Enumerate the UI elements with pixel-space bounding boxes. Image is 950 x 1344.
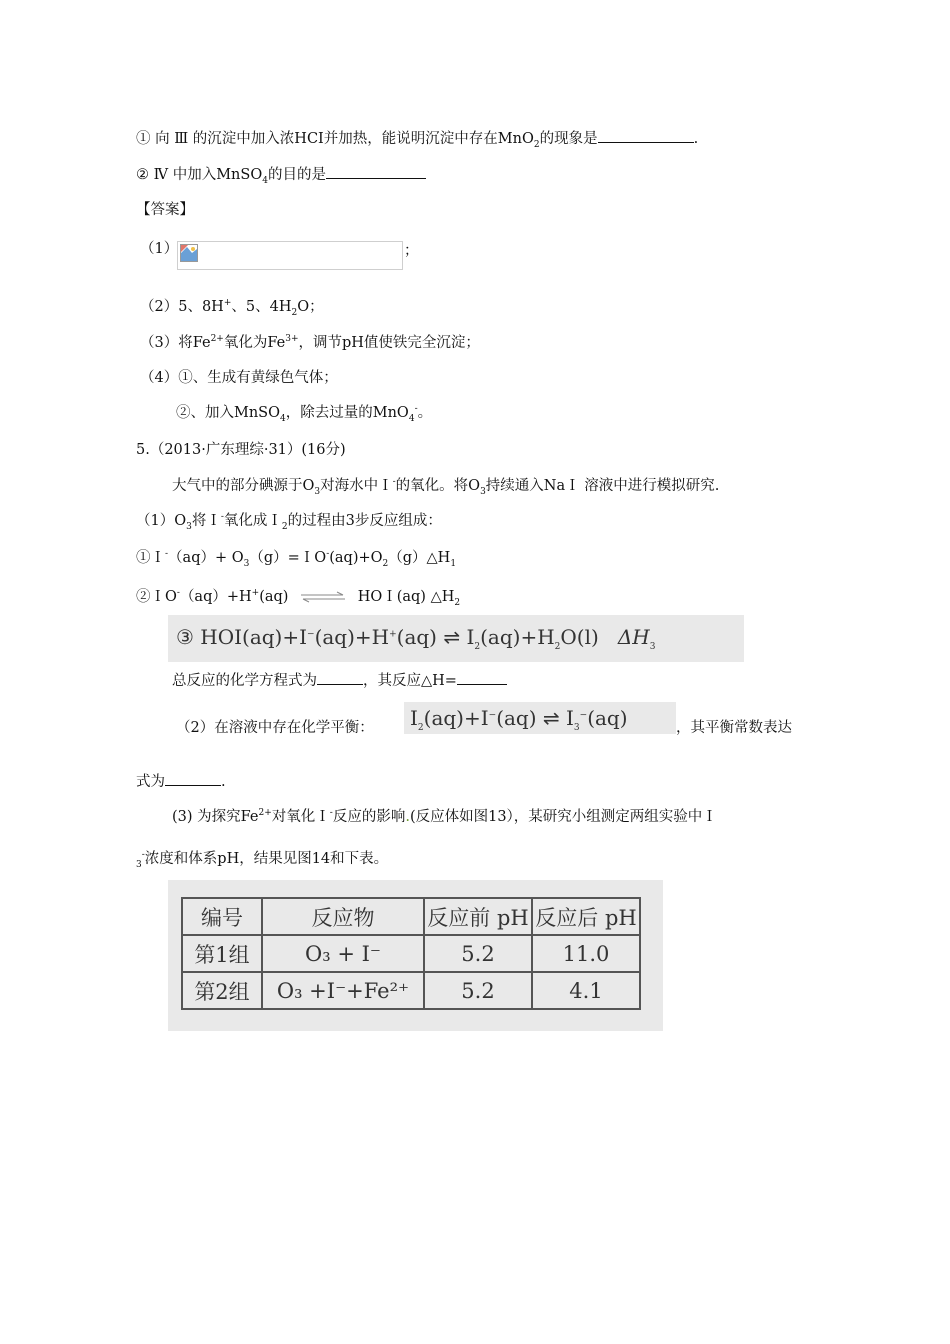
problem-5-part2: （2）在溶液中存在化学平衡： [176,720,374,736]
table-cell: O₃ + I⁻ [262,935,424,972]
answer-4: （4）①、生成有黄绿色气体； [140,370,338,386]
table-header-cell: 反应前 pH [424,898,532,935]
table-cell: 5.2 [424,972,532,1009]
answer-3: （3）将$Fe^{2+}$氧化为$Fe^{3+}$，调节pH值使铁完全沉淀； [140,334,480,351]
table-header-cell: 反应物 [262,898,424,935]
table-cell: 第1组 [182,935,262,972]
problem-5-part2b: 式为 . [136,771,226,792]
answer-4b: ②、加入MnSO$_4$，除去过量的MnO$_4$-。 [176,404,433,424]
answer-header: 【答案】 [136,202,194,218]
table-header-cell: 编号 [182,898,262,935]
problem-5-part1: $(1)O_3$将Ｉ-氧化成Ｉ$_2$的过程由3步反应组成： [136,512,442,532]
answer-2: （2）5、8H+、5、$4H_2O$； [140,298,324,318]
problem-5-intro: 大气中的部分碘源于$O_3$对海水中Ｉ-的氧化。将$O_3$持续通入NaＩ 溶液中进行模拟研究. [172,477,720,497]
table-cell: 4.1 [532,972,640,1009]
answer-1-suffix: ； [404,243,419,259]
table-cell: 第2组 [182,972,262,1009]
equilibrium-arrow-icon [299,591,347,603]
table-row [182,972,640,1009]
table-header-row [182,898,640,935]
table-header-cell: 反应后 pH [532,898,640,935]
problem-5-title: 5.（2013·广东理综·31）(16分) [136,442,346,458]
reaction-1: ①Ｉ-（aq）+ $O_3(g)=IO^-(aq)+O_2(g)\triangle H_1$ [136,549,457,569]
table-cell: 11.0 [532,935,640,972]
reaction-3-image: ③ HOI(aq)+I−(aq)+H+(aq) ⇌ $I_2(aq)+H_2O(l)$ $\Delta H_3$ [168,615,744,662]
answer-1-label: （1） [140,241,179,257]
total-reaction-question: 总反应的化学方程式为 ，其反应△H= [172,670,507,691]
problem-5-part3b: $_3$-浓度和体系pH，结果见图14和下表。 [136,850,389,870]
equilibrium-image: $I_2(aq)+I^-(aq)$ ⇌ $I_3^-(aq)$ [404,702,676,734]
table-row [182,935,640,972]
problem-5-part3: (3) 为探究$Fe^{2+}$对氧化Ｉ-反应的影响.(反应体如图13），某研究小组测定两组实验中Ｉ [172,808,717,825]
question-4-part1: ① 向 Ⅲ 的沉淀中加入浓HCI并加热，能说明沉淀中存在MnO$_2$的现象是 . [136,128,698,149]
question-4-part2: ② Ⅳ 中加入MnSO$_4$的目的是 [136,164,426,185]
table-cell: O₃ +I⁻+Fe²⁺ [262,972,424,1009]
table-cell: 5.2 [424,935,532,972]
broken-image [177,241,403,270]
problem-5-part2-tail: ，其平衡常数表达 [676,720,792,736]
results-table [181,897,641,1010]
reaction-2: ②ＩO-（aq）+H+(aq) HOＩ(aq) $\triangle H_2$ [136,588,461,608]
broken-image-icon [180,244,198,262]
